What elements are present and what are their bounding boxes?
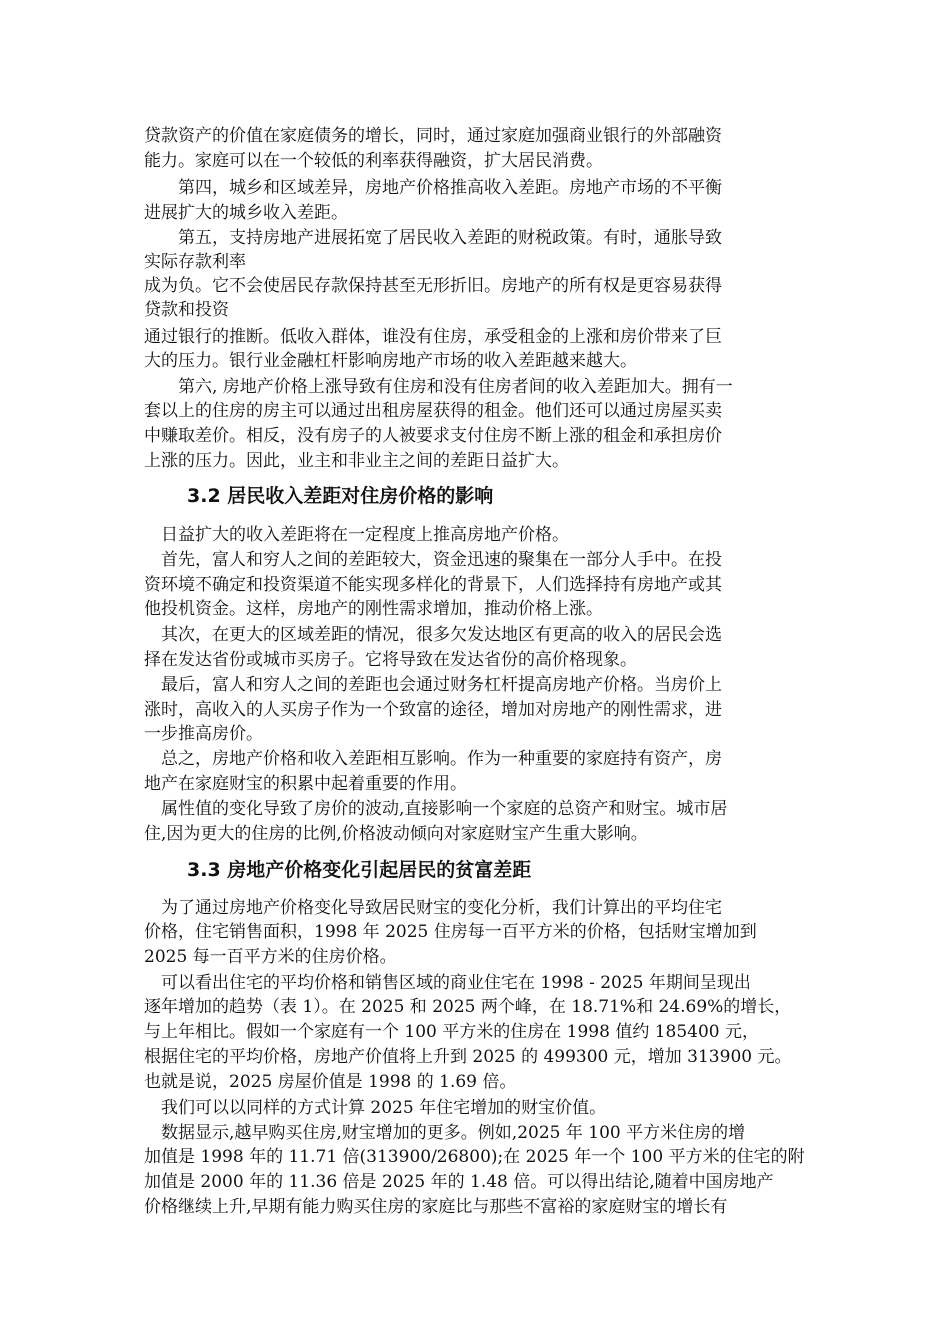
paragraph-line: 2025 每一百平方米的住房价格。 [144, 947, 397, 967]
paragraph-line: 他投机资金。这样，房地产的刚性需求增加，推动价格上涨。 [144, 599, 603, 619]
paragraph-line: 根据住宅的平均价格，房地产价值将上升到 2025 的 499300 元，增加 313900 元。 [144, 1047, 792, 1067]
paragraph-line: 也就是说，2025 房屋价值是 1998 的 1.69 倍。 [144, 1072, 517, 1092]
paragraph-line: 涨时，高收入的人买房子作为一个致富的途径，增加对房地产的刚性需求，进 [144, 700, 722, 720]
section-heading-3-2: 3.2 居民收入差距对住房价格的影响 [187, 485, 494, 507]
paragraph-line: 第五，支持房地产进展拓宽了居民收入差距的财税政策。有时，通胀导致 [144, 228, 722, 248]
paragraph-line: 套以上的住房的房主可以通过出租房屋获得的租金。他们还可以通过房屋买卖 [144, 401, 722, 421]
paragraph-line: 一步推高房价。 [144, 724, 263, 744]
paragraph-line: 通过银行的推断。低收入群体，谁没有住房，承受租金的上涨和房价带来了巨 [144, 327, 722, 347]
paragraph-line: 可以看出住宅的平均价格和销售区域的商业住宅在 1998 - 2025 年期间呈现出 [144, 973, 751, 993]
paragraph-line: 择在发达省份或城市买房子。它将导致在发达省份的高价格现象。 [144, 650, 637, 670]
section-heading-3-3: 3.3 房地产价格变化引起居民的贫富差距 [187, 859, 532, 881]
paragraph-line: 总之，房地产价格和收入差距相互影响。作为一种重要的家庭持有资产，房 [144, 749, 722, 769]
paragraph-line: 其次，在更大的区域差距的情况，很多欠发达地区有更高的收入的居民会选 [144, 625, 722, 645]
paragraph-line: 加值是 2000 年的 11.36 倍是 2025 年的 1.48 倍。可以得出结论,随着中国房地产 [144, 1172, 774, 1192]
paragraph-line: 与上年相比。假如一个家庭有一个 100 平方米的住房在 1998 值约 185400 元， [144, 1022, 760, 1042]
paragraph-line: 数据显示,越早购买住房,财宝增加的更多。例如,2025 年 100 平方米住房的增 [144, 1123, 746, 1143]
paragraph-line: 价格继续上升,早期有能力购买住房的家庭比与那些不富裕的家庭财宝的增长有 [144, 1197, 728, 1217]
paragraph-line: 加值是 1998 年的 11.71 倍(313900/26800);在 2025 年一个 100 平方米的住宅的附 [144, 1147, 805, 1167]
paragraph-line: 能力。家庭可以在一个较低的利率获得融资，扩大居民消费。 [144, 151, 603, 171]
paragraph-line: 首先，富人和穷人之间的差距较大，资金迅速的聚集在一部分人手中。在投 [144, 550, 722, 570]
paragraph-line: 价格，住宅销售面积，1998 年 2025 住房每一百平方米的价格，包括财宝增加到 [144, 922, 757, 942]
paragraph-line: 住,因为更大的住房的比例,价格波动倾向对家庭财宝产生重大影响。 [144, 824, 648, 844]
paragraph-line: 地产在家庭财宝的积累中起着重要的作用。 [144, 774, 467, 794]
paragraph-line: 贷款资产的价值在家庭债务的增长，同时，通过家庭加强商业银行的外部融资 [144, 126, 722, 146]
paragraph-line: 最后，富人和穷人之间的差距也会通过财务杠杆提高房地产价格。当房价上 [144, 675, 722, 695]
paragraph-line: 我们可以以同样的方式计算 2025 年住宅增加的财宝价值。 [144, 1098, 607, 1118]
paragraph-line: 为了通过房地产价格变化导致居民财宝的变化分析，我们计算出的平均住宅 [144, 898, 722, 918]
paragraph-line: 进展扩大的城乡收入差距。 [144, 203, 348, 223]
paragraph-line: 贷款和投资 [144, 300, 229, 320]
paragraph-line: 成为负。它不会使居民存款保持甚至无形折旧。房地产的所有权是更容易获得 [144, 276, 722, 296]
paragraph-line: 第六, 房地产价格上涨导致有住房和没有住房者间的收入差距加大。拥有一 [144, 377, 733, 397]
paragraph-line: 第四，城乡和区域差异，房地产价格推高收入差距。房地产市场的不平衡 [144, 178, 722, 198]
paragraph-line: 逐年增加的趋势（表 1）。在 2025 和 2025 两个峰，在 18.71%和 24.69%的增长， [144, 997, 792, 1017]
paragraph-line: 上涨的压力。因此，业主和非业主之间的差距日益扩大。 [144, 451, 569, 471]
paragraph-line: 中赚取差价。相反，没有房子的人被要求支付住房不断上涨的租金和承担房价 [144, 426, 722, 446]
paragraph-line: 属性值的变化导致了房价的波动,直接影响一个家庭的总资产和财宝。城市居 [144, 799, 728, 819]
paragraph-line: 实际存款利率 [144, 252, 246, 272]
paragraph-line: 日益扩大的收入差距将在一定程度上推高房地产价格。 [144, 525, 569, 545]
paragraph-line: 资环境不确定和投资渠道不能实现多样化的背景下，人们选择持有房地产或其 [144, 575, 722, 595]
paragraph-line: 大的压力。银行业金融杠杆影响房地产市场的收入差距越来越大。 [144, 351, 637, 371]
